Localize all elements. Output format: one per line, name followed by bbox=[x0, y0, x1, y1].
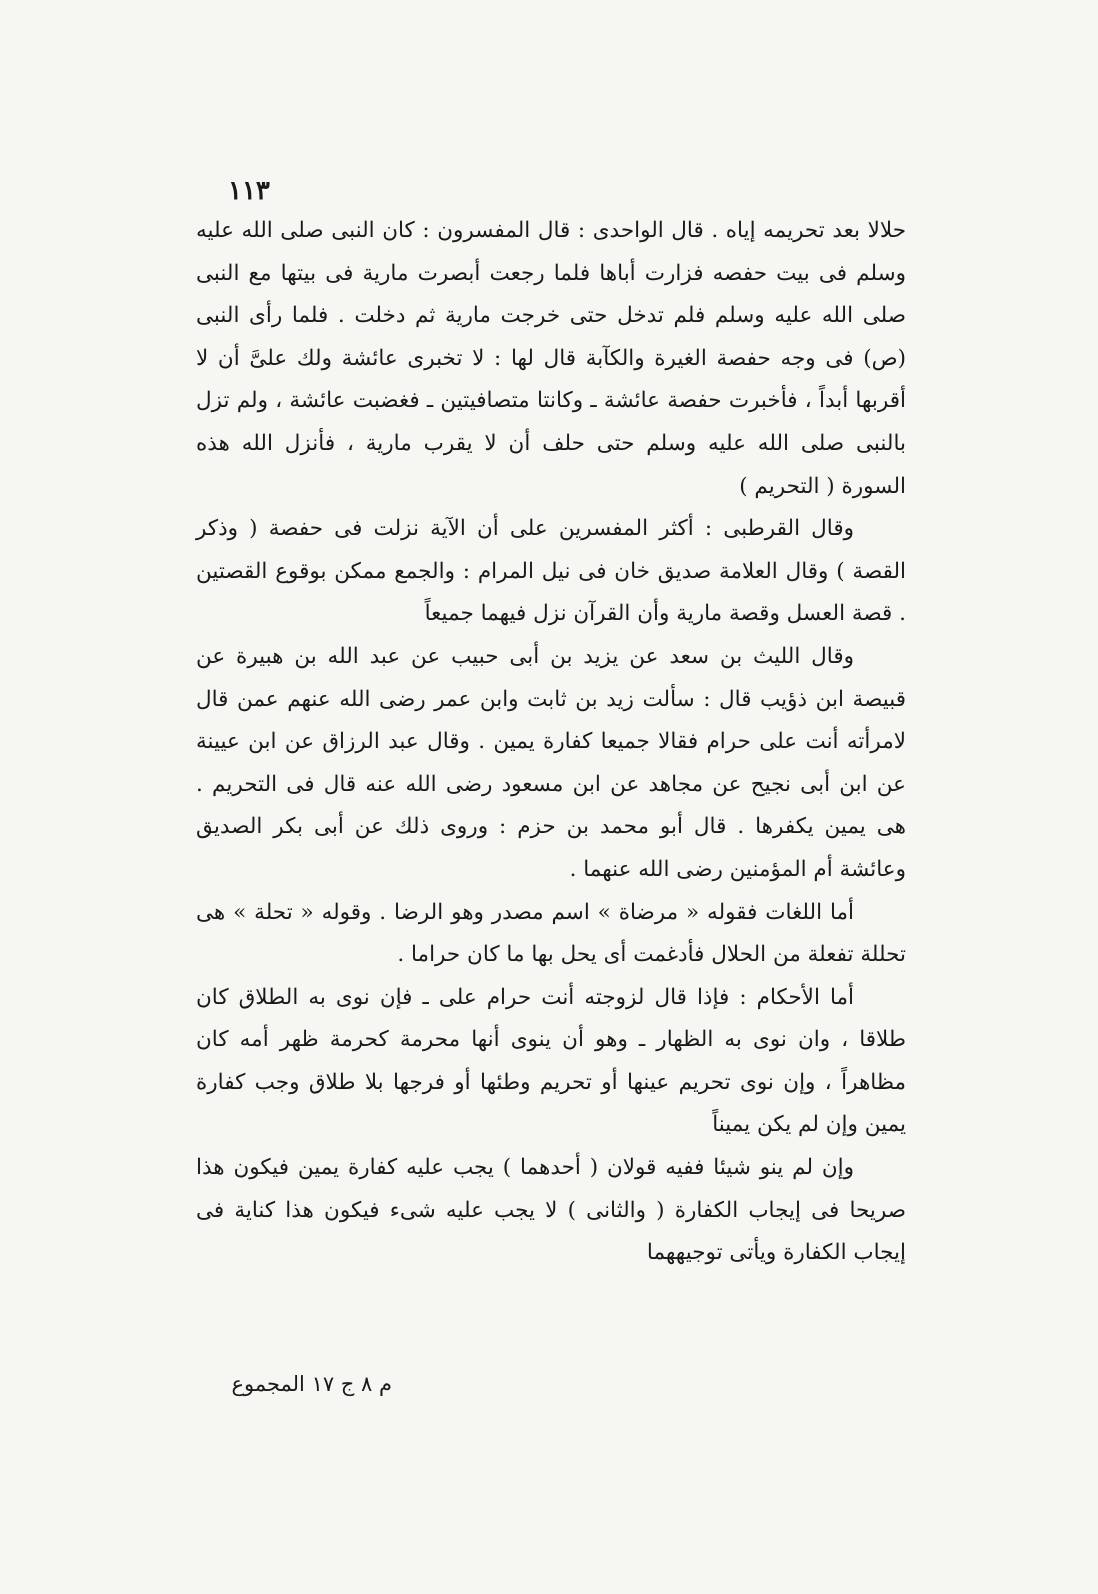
paragraph-1: حلالا بعد تحريمه إياه . قال الواحدى : قال المفسرون : كان النبى صلى الله عليه وسلم فى بيت حفصه فزارت أباها فلما رجعت أبصرت مارية فى بيتها مع النبى صلى الله عليه وسلم فلم تدخل حتى خرجت مارية ثم دخلت . فلما رأى النبى (ص) فى وجه حفصة الغيرة والكآبة قال لها : لا تخبرى عائشة ولك علىَّ أن لا أقربها أبداً ، فأخبرت حفصة عائشة ـ وكانتا متصافيتين ـ فغضبت عائشة ، ولم تزل بالنبى صلى الله عليه وسلم حتى حلف أن لا يقرب مارية ، فأنزل الله هذه السورة ( التحريم ) bbox=[196, 218, 906, 499]
page-number: ١١٣ bbox=[228, 176, 270, 206]
body-text bbox=[196, 210, 906, 1275]
footer-signature: م ٨ ج ١٧ المجموع bbox=[231, 1372, 392, 1396]
paragraph-4: أما اللغات فقوله « مرضاة » اسم مصدر وهو الرضا . وقوله « تحلة » هى تحللة تفعلة من الحلال فأدغمت أى يحل بها ما كان حراما . bbox=[196, 899, 906, 968]
paragraph-6: وإن لم ينو شيئا ففيه قولان ( أحدهما ) يجب عليه كفارة يمين فيكون هذا صريحا فى إيجاب الكفارة ( والثانى ) لا يجب عليه شىء فيكون هذا كناية فى إيجاب الكفارة ويأتى توجيههما bbox=[196, 1155, 906, 1266]
paragraph-3: وقال الليث بن سعد عن يزيد بن أبى حبيب عن عبد الله بن هبيرة عن قبيصة ابن ذؤيب قال : سألت زيد بن ثابت وابن عمر رضى الله عنهم عمن قال لامرأته أنت على حرام فقالا جميعا كفارة يمين . وقال عبد الرزاق عن ابن عيينة عن ابن أبى نجيح عن مجاهد عن ابن مسعود رضى الله عنه قال فى التحريم . هى يمين يكفرها . قال أبو محمد بن حزم : وروى ذلك عن أبى بكر الصديق وعائشة أم المؤمنين رضى الله عنهما . bbox=[196, 643, 906, 882]
paragraph-5: أما الأحكام : فإذا قال لزوجته أنت حرام على ـ فإن نوى به الطلاق كان طلاقا ، وان نوى به الظهار ـ وهو أن ينوى أنها محرمة كحرمة ظهر أمه كان مظاهراً ، وإن نوى تحريم عينها أو تحريم وطئها أو فرجها بلا طلاق وجب كفارة يمين وإن لم يكن يميناً bbox=[196, 984, 906, 1138]
paragraph-2: وقال القرطبى : أكثر المفسرين على أن الآية نزلت فى حفصة ( وذكر القصة ) وقال العلامة صديق خان فى نيل المرام : والجمع ممكن بوقوع القصتين . قصة العسل وقصة مارية وأن القرآن نزل فيهما جميعاً bbox=[196, 516, 906, 627]
